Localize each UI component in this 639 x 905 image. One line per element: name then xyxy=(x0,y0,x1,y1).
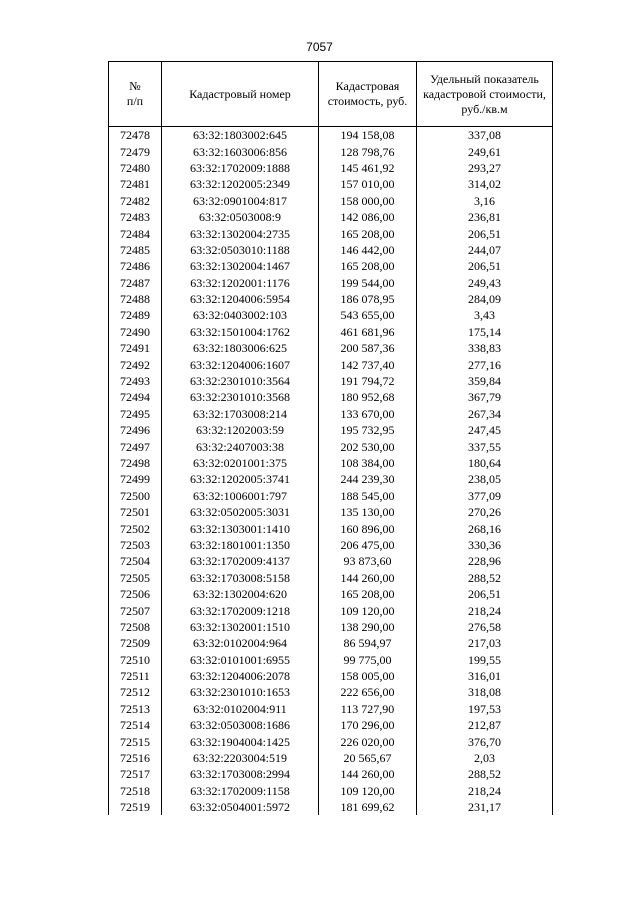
header-row-number xyxy=(109,62,162,127)
cell-cadastral-number: 63:32:0503008:9 xyxy=(162,209,319,225)
table-row xyxy=(109,537,553,553)
table-row xyxy=(109,258,553,274)
cell-unit-value: 206,51 xyxy=(417,258,553,274)
table-row xyxy=(109,471,553,487)
cadastral-table xyxy=(108,61,553,815)
cell-unit-value: 330,36 xyxy=(417,537,553,553)
cell-unit-value: 197,53 xyxy=(417,701,553,717)
cell-cadastral-value: 199 544,00 xyxy=(319,275,417,291)
cell-row-number: 72482 xyxy=(109,193,162,209)
cell-unit-value: 293,27 xyxy=(417,160,553,176)
cell-unit-value: 244,07 xyxy=(417,242,553,258)
cell-unit-value: 316,01 xyxy=(417,668,553,684)
cell-cadastral-number: 63:32:1501004:1762 xyxy=(162,324,319,340)
cell-cadastral-number: 63:32:1302004:1467 xyxy=(162,258,319,274)
table-row xyxy=(109,422,553,438)
cell-row-number: 72485 xyxy=(109,242,162,258)
cell-cadastral-number: 63:32:1803002:645 xyxy=(162,127,319,144)
table-row xyxy=(109,275,553,291)
cell-row-number: 72517 xyxy=(109,766,162,782)
cell-unit-value: 359,84 xyxy=(417,373,553,389)
cell-cadastral-number: 63:32:1204006:2078 xyxy=(162,668,319,684)
cell-cadastral-number: 63:32:2407003:38 xyxy=(162,438,319,454)
cell-unit-value: 238,05 xyxy=(417,471,553,487)
cell-cadastral-value: 157 010,00 xyxy=(319,176,417,192)
cell-cadastral-value: 128 798,76 xyxy=(319,143,417,159)
cell-cadastral-value: 109 120,00 xyxy=(319,783,417,799)
table-header xyxy=(109,62,553,127)
table-row xyxy=(109,143,553,159)
table-row xyxy=(109,504,553,520)
cell-cadastral-value: 170 296,00 xyxy=(319,717,417,733)
cell-unit-value: 217,03 xyxy=(417,635,553,651)
table-row xyxy=(109,586,553,602)
cell-row-number: 72483 xyxy=(109,209,162,225)
cell-cadastral-number: 63:32:1803006:625 xyxy=(162,340,319,356)
cell-cadastral-value: 108 384,00 xyxy=(319,455,417,471)
cell-cadastral-value: 93 873,60 xyxy=(319,553,417,569)
cell-unit-value: 206,51 xyxy=(417,225,553,241)
cell-unit-value: 180,64 xyxy=(417,455,553,471)
cell-cadastral-number: 63:32:0102004:911 xyxy=(162,701,319,717)
cell-unit-value: 318,08 xyxy=(417,684,553,700)
table-row xyxy=(109,717,553,733)
cell-cadastral-number: 63:32:2301010:1653 xyxy=(162,684,319,700)
cell-cadastral-number: 63:32:1202001:1176 xyxy=(162,275,319,291)
cell-cadastral-value: 109 120,00 xyxy=(319,602,417,618)
cell-row-number: 72515 xyxy=(109,733,162,749)
cell-unit-value: 337,08 xyxy=(417,127,553,144)
cell-unit-value: 236,81 xyxy=(417,209,553,225)
cell-unit-value: 228,96 xyxy=(417,553,553,569)
cell-unit-value: 249,43 xyxy=(417,275,553,291)
cell-cadastral-number: 63:32:1703008:5158 xyxy=(162,570,319,586)
cell-row-number: 72509 xyxy=(109,635,162,651)
cell-unit-value: 2,03 xyxy=(417,750,553,766)
cell-cadastral-value: 181 699,62 xyxy=(319,799,417,815)
table-row xyxy=(109,324,553,340)
cell-cadastral-number: 63:32:2203004:519 xyxy=(162,750,319,766)
cell-cadastral-number: 63:32:1303001:1410 xyxy=(162,520,319,536)
cell-unit-value: 377,09 xyxy=(417,488,553,504)
cell-row-number: 72503 xyxy=(109,537,162,553)
table-row xyxy=(109,438,553,454)
cell-unit-value: 288,52 xyxy=(417,766,553,782)
cell-cadastral-number: 63:32:1204006:1607 xyxy=(162,356,319,372)
cell-row-number: 72505 xyxy=(109,570,162,586)
cell-row-number: 72513 xyxy=(109,701,162,717)
cell-cadastral-number: 63:32:0504001:5972 xyxy=(162,799,319,815)
cell-cadastral-value: 222 656,00 xyxy=(319,684,417,700)
cell-cadastral-number: 63:32:1204006:5954 xyxy=(162,291,319,307)
cell-cadastral-value: 145 461,92 xyxy=(319,160,417,176)
cell-cadastral-value: 188 545,00 xyxy=(319,488,417,504)
cell-cadastral-number: 63:32:1202003:59 xyxy=(162,422,319,438)
cell-cadastral-number: 63:32:0101001:6955 xyxy=(162,652,319,668)
table-row xyxy=(109,520,553,536)
cell-cadastral-value: 244 239,30 xyxy=(319,471,417,487)
cell-cadastral-value: 195 732,95 xyxy=(319,422,417,438)
cell-unit-value: 270,26 xyxy=(417,504,553,520)
table-row xyxy=(109,389,553,405)
table-row xyxy=(109,242,553,258)
cell-unit-value: 249,61 xyxy=(417,143,553,159)
cell-cadastral-number: 63:32:1302004:620 xyxy=(162,586,319,602)
cell-cadastral-value: 206 475,00 xyxy=(319,537,417,553)
cell-unit-value: 268,16 xyxy=(417,520,553,536)
cell-cadastral-number: 63:32:1703008:214 xyxy=(162,406,319,422)
cell-cadastral-number: 63:32:1302004:2735 xyxy=(162,225,319,241)
cell-cadastral-number: 63:32:1702009:4137 xyxy=(162,553,319,569)
table-row xyxy=(109,766,553,782)
cell-cadastral-value: 180 952,68 xyxy=(319,389,417,405)
cell-row-number: 72502 xyxy=(109,520,162,536)
table-row xyxy=(109,373,553,389)
cell-unit-value: 175,14 xyxy=(417,324,553,340)
cell-cadastral-value: 543 655,00 xyxy=(319,307,417,323)
cell-cadastral-number: 63:32:0403002:103 xyxy=(162,307,319,323)
table-row xyxy=(109,684,553,700)
cell-cadastral-value: 146 442,00 xyxy=(319,242,417,258)
table-row xyxy=(109,553,553,569)
cell-row-number: 72478 xyxy=(109,127,162,144)
table-row xyxy=(109,635,553,651)
cell-row-number: 72518 xyxy=(109,783,162,799)
cell-row-number: 72486 xyxy=(109,258,162,274)
cell-cadastral-value: 144 260,00 xyxy=(319,766,417,782)
cell-cadastral-number: 63:32:1703008:2994 xyxy=(162,766,319,782)
page-number: 7057 xyxy=(306,40,333,54)
cell-row-number: 72492 xyxy=(109,356,162,372)
cell-row-number: 72500 xyxy=(109,488,162,504)
cell-cadastral-number: 63:32:2301010:3568 xyxy=(162,389,319,405)
cell-cadastral-number: 63:32:1202005:2349 xyxy=(162,176,319,192)
cell-cadastral-value: 160 896,00 xyxy=(319,520,417,536)
cell-cadastral-value: 461 681,96 xyxy=(319,324,417,340)
cell-row-number: 72514 xyxy=(109,717,162,733)
cell-cadastral-value: 194 158,08 xyxy=(319,127,417,144)
table-row xyxy=(109,160,553,176)
table-row xyxy=(109,291,553,307)
cell-unit-value: 231,17 xyxy=(417,799,553,815)
cell-unit-value: 247,45 xyxy=(417,422,553,438)
cell-row-number: 72504 xyxy=(109,553,162,569)
cell-cadastral-number: 63:32:0102004:964 xyxy=(162,635,319,651)
table-row xyxy=(109,602,553,618)
cell-cadastral-value: 165 208,00 xyxy=(319,258,417,274)
cell-cadastral-value: 113 727,90 xyxy=(319,701,417,717)
table-row xyxy=(109,783,553,799)
header-unit-value: Удельный показатель кадастровой стоимости, руб./кв.м xyxy=(417,62,553,127)
table-row xyxy=(109,340,553,356)
cell-unit-value: 199,55 xyxy=(417,652,553,668)
cell-row-number: 72508 xyxy=(109,619,162,635)
cell-cadastral-value: 158 000,00 xyxy=(319,193,417,209)
cell-unit-value: 376,70 xyxy=(417,733,553,749)
cell-cadastral-number: 63:32:1603006:856 xyxy=(162,143,319,159)
cell-row-number: 72493 xyxy=(109,373,162,389)
cell-row-number: 72490 xyxy=(109,324,162,340)
table-row xyxy=(109,225,553,241)
cell-unit-value: 267,34 xyxy=(417,406,553,422)
header-cadastral-number: Кадастровый номер xyxy=(162,62,319,127)
table-row xyxy=(109,193,553,209)
cell-cadastral-value: 138 290,00 xyxy=(319,619,417,635)
cell-row-number: 72510 xyxy=(109,652,162,668)
table-row xyxy=(109,209,553,225)
cell-cadastral-value: 202 530,00 xyxy=(319,438,417,454)
cell-unit-value: 212,87 xyxy=(417,717,553,733)
table-row xyxy=(109,750,553,766)
header-cadastral-value: Кадастровая стоимость, руб. xyxy=(319,62,417,127)
cell-unit-value: 218,24 xyxy=(417,602,553,618)
cell-cadastral-value: 142 737,40 xyxy=(319,356,417,372)
cell-cadastral-number: 63:32:1801001:1350 xyxy=(162,537,319,553)
table-row xyxy=(109,488,553,504)
cell-cadastral-value: 200 587,36 xyxy=(319,340,417,356)
cell-row-number: 72487 xyxy=(109,275,162,291)
cell-row-number: 72496 xyxy=(109,422,162,438)
cell-row-number: 72511 xyxy=(109,668,162,684)
cell-row-number: 72484 xyxy=(109,225,162,241)
cell-unit-value: 367,79 xyxy=(417,389,553,405)
cell-cadastral-number: 63:32:1702009:1888 xyxy=(162,160,319,176)
cell-unit-value: 3,43 xyxy=(417,307,553,323)
cell-cadastral-value: 186 078,95 xyxy=(319,291,417,307)
table-row xyxy=(109,619,553,635)
header-row-number-label: № п/п xyxy=(126,79,144,108)
cell-cadastral-value: 165 208,00 xyxy=(319,225,417,241)
cell-cadastral-value: 158 005,00 xyxy=(319,668,417,684)
cell-cadastral-number: 63:32:0201001:375 xyxy=(162,455,319,471)
cell-cadastral-number: 63:32:2301010:3564 xyxy=(162,373,319,389)
cell-row-number: 72512 xyxy=(109,684,162,700)
cell-unit-value: 277,16 xyxy=(417,356,553,372)
cell-cadastral-value: 165 208,00 xyxy=(319,586,417,602)
cell-row-number: 72497 xyxy=(109,438,162,454)
table-row xyxy=(109,799,553,815)
table-row xyxy=(109,701,553,717)
table-row xyxy=(109,668,553,684)
table-body xyxy=(109,127,553,816)
cell-row-number: 72506 xyxy=(109,586,162,602)
cell-cadastral-number: 63:32:0503010:1188 xyxy=(162,242,319,258)
cell-row-number: 72501 xyxy=(109,504,162,520)
cell-cadastral-value: 86 594,97 xyxy=(319,635,417,651)
cell-row-number: 72491 xyxy=(109,340,162,356)
cell-unit-value: 314,02 xyxy=(417,176,553,192)
cell-cadastral-number: 63:32:1702009:1218 xyxy=(162,602,319,618)
cell-cadastral-number: 63:32:1302001:1510 xyxy=(162,619,319,635)
table-row xyxy=(109,455,553,471)
cell-cadastral-number: 63:32:1202005:3741 xyxy=(162,471,319,487)
cell-unit-value: 218,24 xyxy=(417,783,553,799)
cell-cadastral-value: 20 565,67 xyxy=(319,750,417,766)
cell-cadastral-value: 99 775,00 xyxy=(319,652,417,668)
table-row xyxy=(109,570,553,586)
cell-unit-value: 337,55 xyxy=(417,438,553,454)
cell-row-number: 72498 xyxy=(109,455,162,471)
cell-cadastral-value: 191 794,72 xyxy=(319,373,417,389)
table-row xyxy=(109,406,553,422)
table-row xyxy=(109,307,553,323)
cell-row-number: 72494 xyxy=(109,389,162,405)
cell-cadastral-number: 63:32:1702009:1158 xyxy=(162,783,319,799)
cell-unit-value: 338,83 xyxy=(417,340,553,356)
cell-row-number: 72516 xyxy=(109,750,162,766)
cell-cadastral-number: 63:32:0901004:817 xyxy=(162,193,319,209)
cell-cadastral-number: 63:32:1006001:797 xyxy=(162,488,319,504)
table-row xyxy=(109,127,553,144)
cell-cadastral-number: 63:32:0503008:1686 xyxy=(162,717,319,733)
cell-row-number: 72519 xyxy=(109,799,162,815)
cell-unit-value: 284,09 xyxy=(417,291,553,307)
cell-unit-value: 3,16 xyxy=(417,193,553,209)
cell-row-number: 72489 xyxy=(109,307,162,323)
cell-cadastral-value: 135 130,00 xyxy=(319,504,417,520)
cell-row-number: 72481 xyxy=(109,176,162,192)
cell-row-number: 72499 xyxy=(109,471,162,487)
cell-row-number: 72507 xyxy=(109,602,162,618)
table-row xyxy=(109,176,553,192)
cell-row-number: 72495 xyxy=(109,406,162,422)
cell-cadastral-value: 142 086,00 xyxy=(319,209,417,225)
cell-unit-value: 276,58 xyxy=(417,619,553,635)
cell-unit-value: 288,52 xyxy=(417,570,553,586)
cell-cadastral-value: 144 260,00 xyxy=(319,570,417,586)
cell-cadastral-number: 63:32:1904004:1425 xyxy=(162,733,319,749)
table-row xyxy=(109,733,553,749)
cell-cadastral-value: 133 670,00 xyxy=(319,406,417,422)
cell-unit-value: 206,51 xyxy=(417,586,553,602)
cell-row-number: 72479 xyxy=(109,143,162,159)
cell-cadastral-value: 226 020,00 xyxy=(319,733,417,749)
table-row xyxy=(109,652,553,668)
cell-cadastral-number: 63:32:0502005:3031 xyxy=(162,504,319,520)
cell-row-number: 72480 xyxy=(109,160,162,176)
cell-row-number: 72488 xyxy=(109,291,162,307)
table-row xyxy=(109,356,553,372)
